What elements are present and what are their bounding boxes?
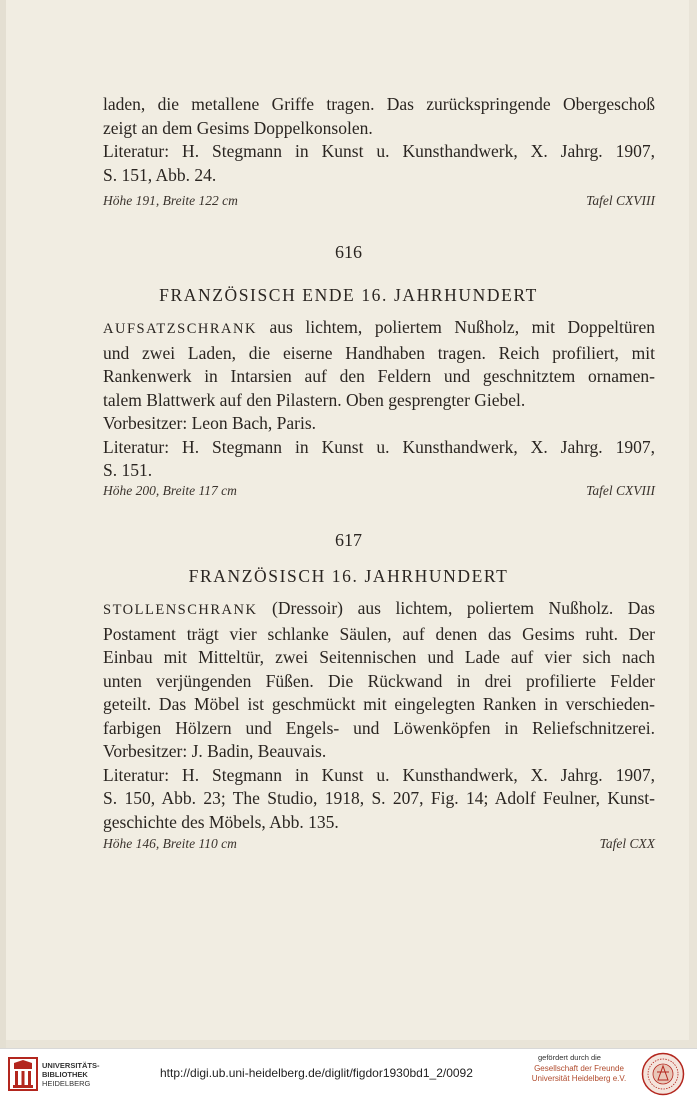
- object-type: AUFSATZSCHRANK: [103, 321, 257, 337]
- text-line: Vorbesitzer: Leon Bach, Paris.: [103, 413, 317, 433]
- plate-reference: Tafel CXVIII: [586, 483, 655, 498]
- text-line: Postament trägt vier schlanke Säulen, auf denen das Gesims ruht. Der: [103, 623, 655, 644]
- text-fragment: aus lichtem, poliertem Nußholz, mit Doppeltüren: [269, 317, 656, 337]
- entry-heading: FRANZÖSISCH 16. JAHRHUNDERT: [188, 566, 509, 586]
- permalink-url[interactable]: http://digi.ub.uni-heidelberg.de/diglit/figdor1930bd1_2/0092: [160, 1066, 473, 1080]
- plate-reference: Tafel CXVIII: [586, 193, 655, 208]
- text-line: laden, die metallene Griffe tragen. Das zurückspringende Obergeschoß: [103, 94, 655, 114]
- text-line: Einbau mit Mitteltür, zwei Seitennischen und Lade auf vier sich nach: [103, 647, 655, 667]
- text-line: talem Blattwerk auf den Pilastern. Oben gesprengter Giebel.: [103, 389, 526, 410]
- plate-reference: Tafel CXX: [599, 836, 655, 851]
- sponsor-name[interactable]: [530, 1064, 628, 1083]
- dimensions: Höhe 200, Breite 117 cm: [103, 483, 237, 498]
- text-fragment: (Dressoir) aus lichtem, poliertem Nußholz. Das: [272, 598, 655, 618]
- text-line: geteilt. Das Möbel ist geschmückt mit eingelegten Ranken in verschieden-: [103, 694, 655, 714]
- library-name: [42, 1061, 100, 1088]
- text-line: geschichte des Möbels, Abb. 135.: [103, 811, 339, 832]
- text-line: S. 151.: [103, 460, 153, 480]
- text-line: zeigt an dem Gesims Doppelkonsolen.: [103, 117, 373, 138]
- dimensions: Höhe 191, Breite 122 cm: [103, 193, 238, 208]
- entry-heading: FRANZÖSISCH ENDE 16. JAHRHUNDERT: [159, 285, 538, 305]
- text-line: Rankenwerk in Intarsien auf den Feldern und geschnitztem ornamen-: [103, 366, 655, 386]
- sponsor-label: gefördert durch die: [538, 1053, 601, 1062]
- library-name-line: BIBLIOTHEK: [42, 1070, 88, 1079]
- viewer-footer: [0, 1048, 697, 1100]
- text-line: Vorbesitzer: J. Badin, Beauvais.: [103, 741, 327, 761]
- text-line: und zwei Laden, die eiserne Handhaben tragen. Reich profiliert, mit: [103, 342, 655, 363]
- text-line: S. 150, Abb. 23; The Studio, 1918, S. 207, Fig. 14; Adolf Feulner, Kunst-: [103, 788, 655, 808]
- text-line: S. 151, Abb. 24.: [103, 164, 217, 185]
- text-line: [103, 316, 655, 342]
- library-name-line: UNIVERSITÄTS-: [42, 1061, 100, 1070]
- text-line: unten verjüngenden Füßen. Die Rückwand in drei profilierte Felder: [103, 670, 655, 691]
- catalog-number: 617: [335, 530, 362, 550]
- catalog-number: 616: [335, 242, 362, 262]
- object-type: STOLLENSCHRANK: [103, 602, 258, 618]
- dimensions: Höhe 146, Breite 110 cm: [103, 836, 237, 851]
- entry-616-dimensions-row: [103, 483, 655, 499]
- text-line: farbigen Hölzern und Engels- und Löwenköpfen in Reliefschnitzerei.: [103, 717, 655, 738]
- text-line: [103, 597, 655, 623]
- university-seal-icon: [641, 1052, 685, 1096]
- sponsor-line: Universität Heidelberg e.V.: [531, 1073, 627, 1083]
- library-name-line: HEIDELBERG: [42, 1079, 91, 1088]
- text-line: Literatur: H. Stegmann in Kunst u. Kunsthandwerk, X. Jahrg. 1907,: [103, 141, 655, 161]
- entry-617-text: [103, 597, 655, 834]
- sponsor-line: Gesellschaft der Freunde: [534, 1064, 624, 1073]
- text-line: Literatur: H. Stegmann in Kunst u. Kunsthandwerk, X. Jahrg. 1907,: [103, 436, 655, 457]
- entry-617-dimensions-row: [103, 836, 655, 852]
- entry-616-text: [103, 316, 655, 483]
- library-logo-icon[interactable]: [8, 1057, 38, 1091]
- entry-615-text: [103, 93, 655, 187]
- text-line: Literatur: H. Stegmann in Kunst u. Kunsthandwerk, X. Jahrg. 1907,: [103, 764, 655, 785]
- entry-615-dimensions-row: [103, 193, 655, 209]
